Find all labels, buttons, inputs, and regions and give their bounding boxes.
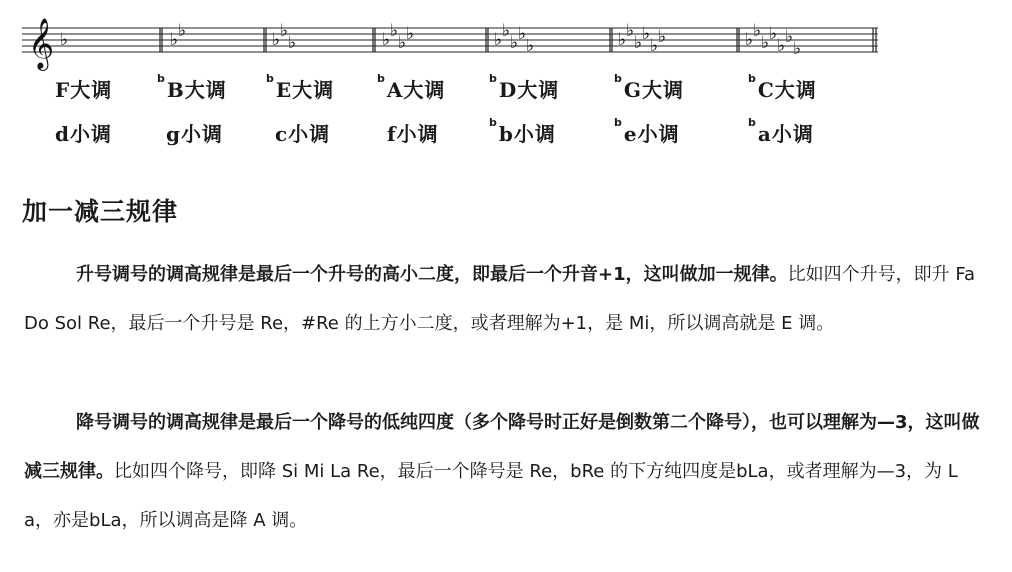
minor-key-label: $^b$e小调 (614, 116, 680, 146)
flat-sign-icon: ♭ (777, 36, 786, 56)
sharp-rule-text: 升号调号的调高规律是最后一个升号的高小二度，即最后一个升音+1，这叫做加一规律。 (76, 264, 788, 285)
major-key-label: $^b$B大调 (157, 72, 227, 102)
key-signature-staff (0, 0, 1012, 80)
flat-sign-icon: ♭ (272, 30, 281, 50)
flat-sign-icon: ♭ (618, 30, 627, 50)
flat-sign-icon: ♭ (769, 24, 778, 44)
flat-sign-icon: ♭ (288, 33, 297, 53)
treble-clef-icon: 𝄞 (28, 18, 55, 69)
major-key-label: $^b$E大调 (266, 72, 335, 102)
flat-sign-icon: ♭ (658, 27, 667, 47)
flat-sign-icon: ♭ (526, 36, 535, 56)
minor-key-label: f小调 (387, 122, 439, 146)
flat-rule-example: 比如四个降号，即降 Si Mi La Re，最后一个降号是 Re，bRe 的下方纯四度是bLa，或者理解为—3，为 La，亦是bLa，所以调高是降 A 调。 (24, 461, 958, 531)
minor-key-label: g小调 (166, 122, 223, 146)
flat-sign-icon: ♭ (390, 21, 399, 41)
flat-sign-icon: ♭ (634, 33, 643, 53)
flat-sign-icon: ♭ (510, 33, 519, 53)
flat-sign-icon: ♭ (398, 33, 407, 53)
flat-sign-icon: ♭ (280, 21, 289, 41)
minor-key-label: $^b$b小调 (489, 116, 556, 146)
sharp-rule-paragraph (24, 250, 980, 348)
flat-sign-icon: ♭ (60, 30, 69, 50)
flat-sign-icon: ♭ (642, 24, 651, 44)
minor-key-label: $^b$a小调 (748, 116, 814, 146)
flat-sign-icon: ♭ (494, 30, 503, 50)
flat-sign-icon: ♭ (785, 27, 794, 47)
major-key-label: F大调 (55, 78, 113, 102)
flat-sign-icon: ♭ (761, 33, 770, 53)
major-key-label: $^b$D大调 (489, 72, 560, 102)
section-title: 加一减三规律 (22, 197, 179, 226)
flat-sign-icon: ♭ (753, 21, 762, 41)
major-key-label: $^b$G大调 (614, 72, 684, 102)
minor-key-label: c小调 (275, 122, 331, 146)
flat-sign-icon: ♭ (382, 30, 391, 50)
flat-sign-icon: ♭ (170, 30, 179, 50)
major-key-label: $^b$A大调 (377, 72, 446, 102)
flat-sign-icon: ♭ (793, 39, 802, 59)
flat-rule-paragraph (24, 398, 980, 545)
minor-key-label: d小调 (55, 122, 112, 146)
flat-sign-icon: ♭ (745, 30, 754, 50)
flat-sign-icon: ♭ (406, 24, 415, 44)
major-key-label: $^b$C大调 (748, 72, 817, 102)
sharp-rule-example: 比如四个升号，即升 Fa Do Sol Re，最后一个升号是 Re，#Re 的上方小二度，或者理解为+1，是 Mi，所以调高就是 E 调。 (24, 264, 976, 334)
flat-sign-icon: ♭ (650, 36, 659, 56)
flat-sign-icon: ♭ (626, 21, 635, 41)
flat-sign-icon: ♭ (518, 24, 527, 44)
flat-rule-text: 降号调号的调高规律是最后一个降号的低纯四度（多个降号时正好是倒数第二个降号），也可以理解为—3，这叫做减三规律。 (24, 412, 980, 482)
flat-sign-icon: ♭ (502, 21, 511, 41)
flat-sign-icon: ♭ (178, 21, 187, 41)
